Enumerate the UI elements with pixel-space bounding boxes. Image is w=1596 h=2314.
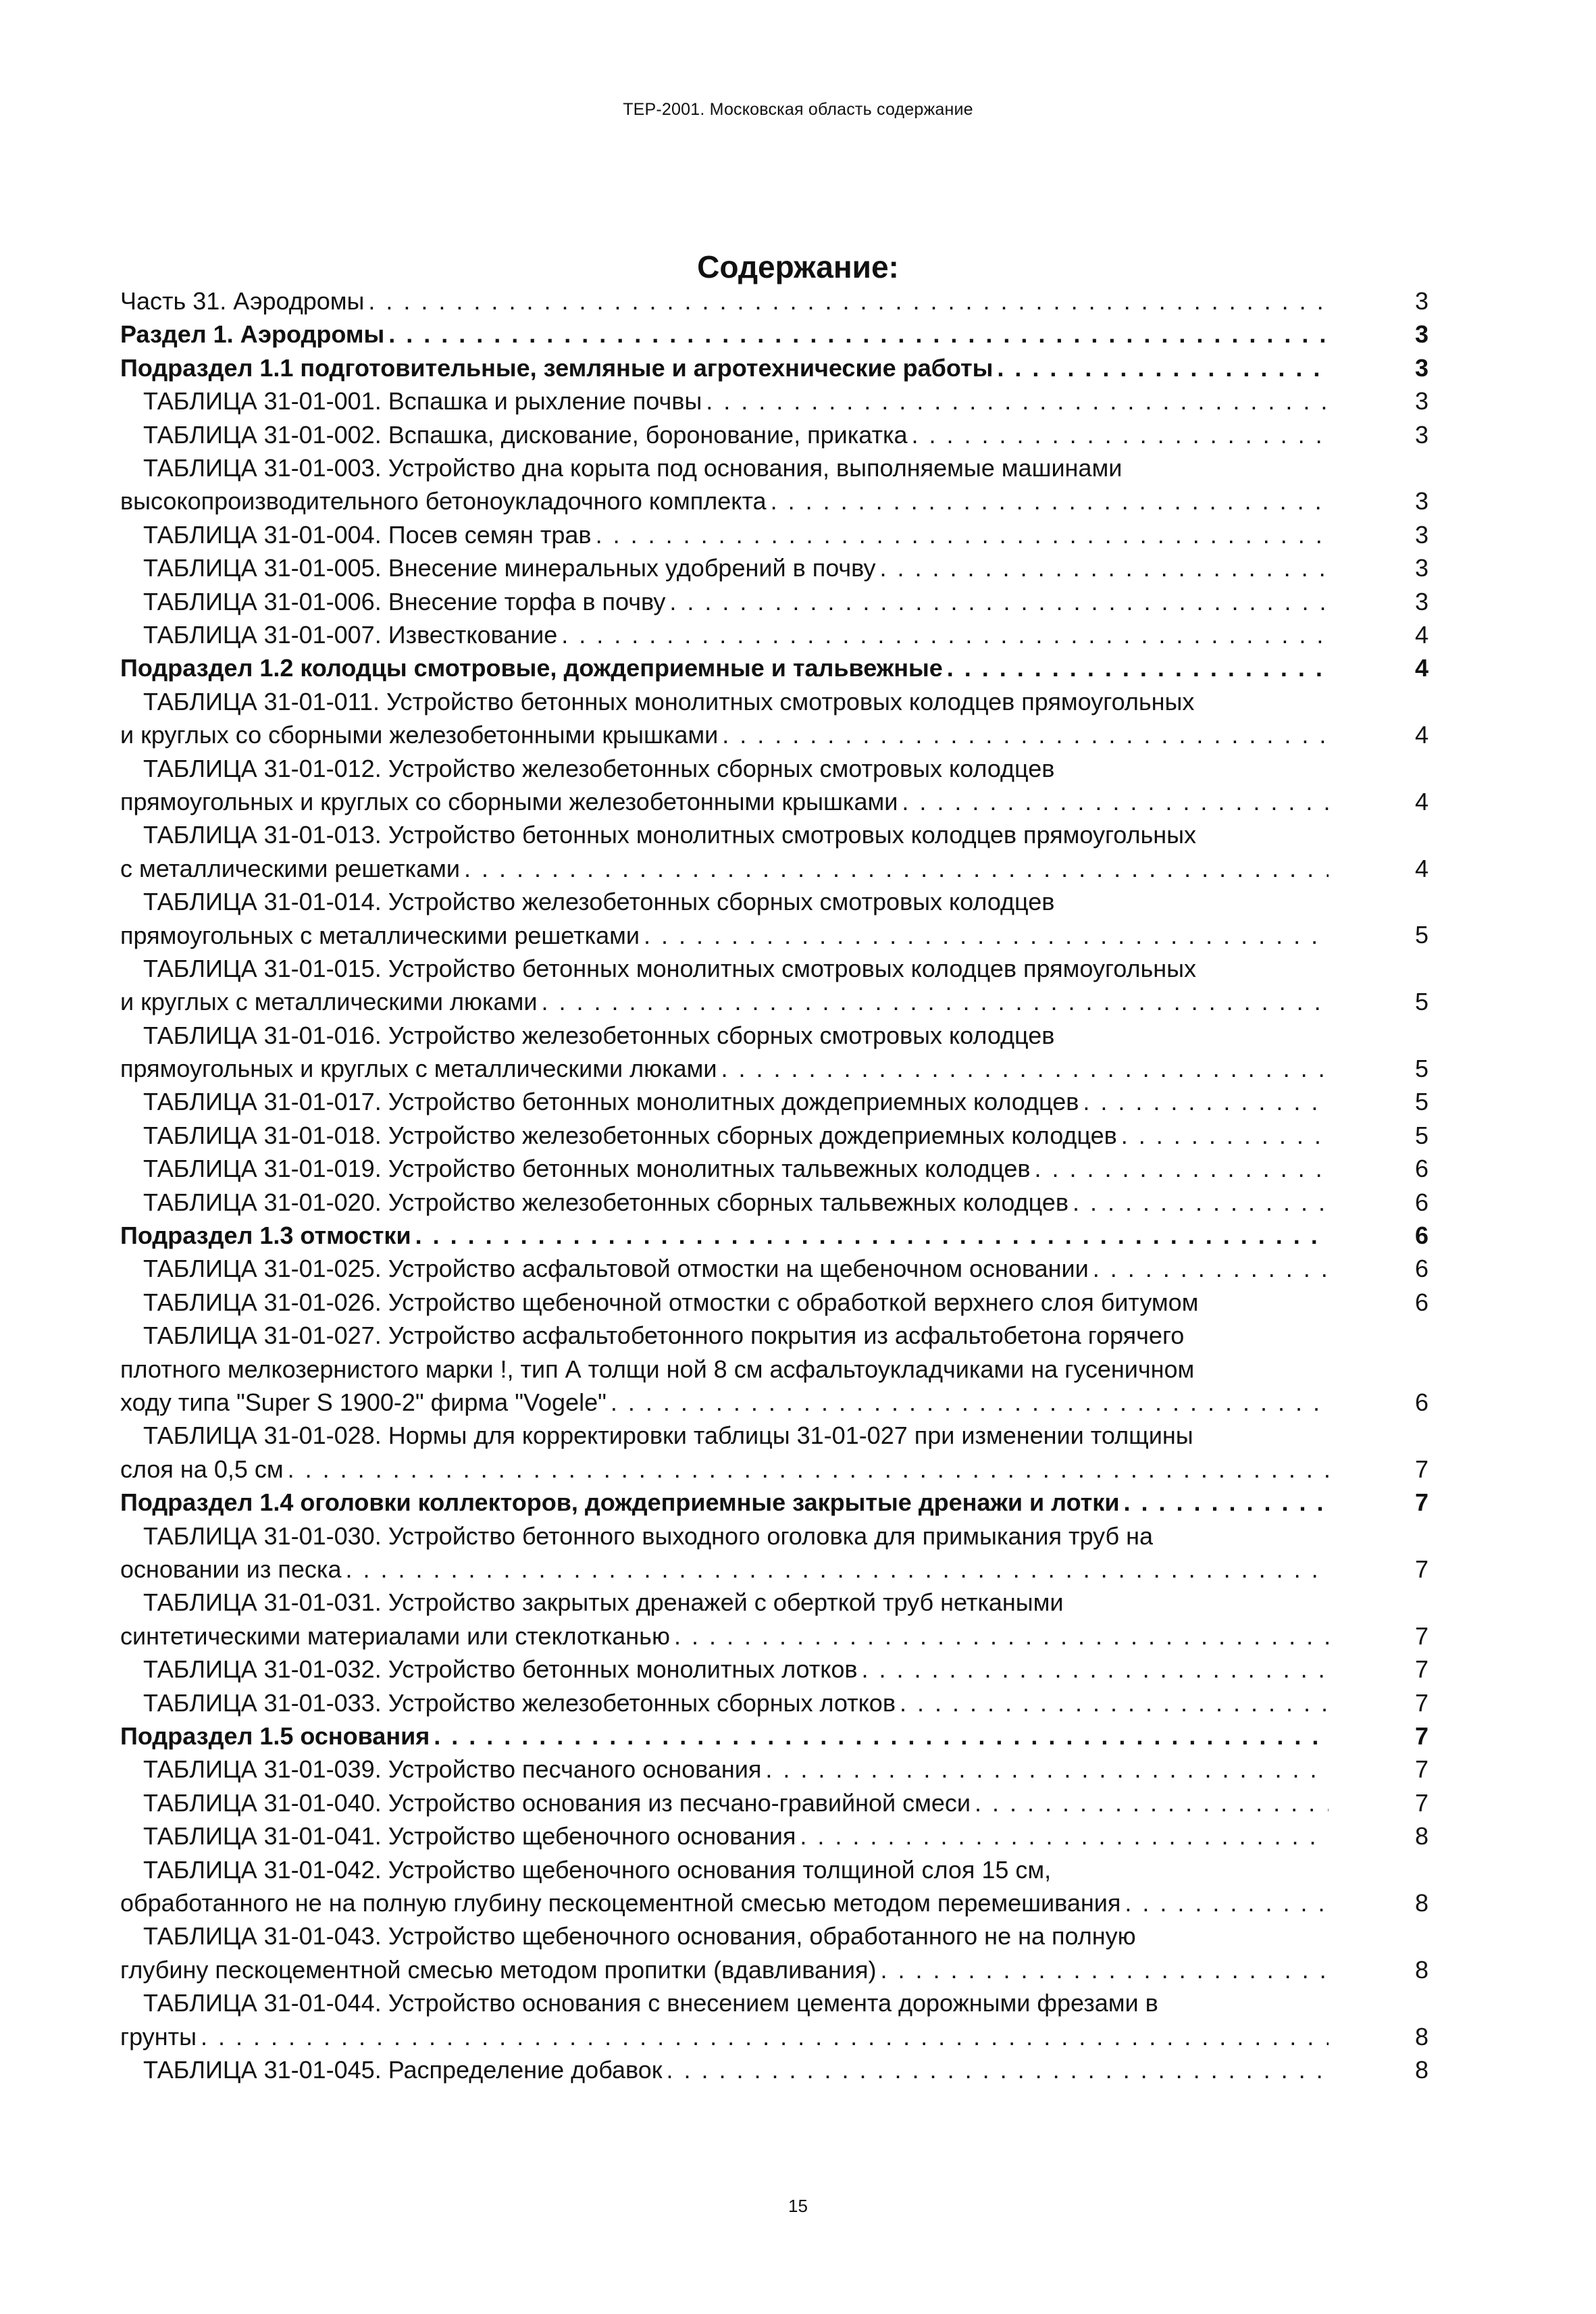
toc-entry-text: грунты	[120, 2022, 197, 2051]
toc-page-number: 3	[1414, 287, 1428, 315]
toc-page-number: 3	[1414, 353, 1428, 382]
toc-page-number: 7	[1414, 1455, 1428, 1483]
dot-leader	[460, 852, 1329, 885]
toc-page-number: 7	[1414, 1721, 1428, 1750]
dot-leader	[1089, 1252, 1329, 1285]
toc-table-entry[interactable]	[0, 1286, 1596, 1319]
toc-entry-text: ТАБЛИЦА 31-01-002. Вспашка, дискование, боронование, прикатка	[143, 420, 908, 449]
toc-table-entry[interactable]	[0, 418, 1596, 451]
toc-page-number: 7	[1414, 1488, 1428, 1517]
toc-section-entry[interactable]	[0, 1486, 1596, 1519]
toc-entry-text: ТАБЛИЦА 31-01-015. Устройство бетонных монолитных смотровых колодцев прямоугольных	[143, 954, 1197, 982]
dot-leader	[341, 1553, 1329, 1586]
dot-leader	[364, 284, 1329, 318]
toc-page-number: 8	[1414, 1822, 1428, 1851]
dot-leader	[761, 1753, 1329, 1786]
toc-entry-text: ТАБЛИЦА 31-01-027. Устройство асфальтобетонного покрытия из асфальтобетона горячего	[143, 1322, 1185, 1350]
toc-entry-text: Подраздел 1.1 подготовительные, земляные и агротехнические работы	[120, 353, 994, 382]
toc-table-entry[interactable]	[0, 1919, 1596, 1986]
toc-section-entry[interactable]	[0, 318, 1596, 351]
toc-section-entry[interactable]	[0, 1719, 1596, 1753]
toc-page-number: 7	[1414, 1788, 1428, 1817]
dot-leader	[557, 618, 1329, 651]
dot-leader	[767, 484, 1329, 518]
table-of-contents	[0, 284, 1596, 2086]
toc-page-number: 7	[1414, 1555, 1428, 1583]
dot-leader	[663, 2053, 1329, 2086]
toc-page-number: 7	[1414, 1755, 1428, 1784]
toc-entry-text: ТАБЛИЦА 31-01-032. Устройство бетонных монолитных лотков	[143, 1655, 858, 1684]
dot-leader	[858, 1653, 1329, 1686]
dot-leader	[284, 1453, 1329, 1486]
toc-table-entry[interactable]	[0, 1152, 1596, 1185]
toc-entry-text: ТАБЛИЦА 31-01-003. Устройство дна корыта под основания, выполняемые машинами	[143, 453, 1123, 482]
toc-page-number: 6	[1414, 1188, 1428, 1216]
toc-entry-text: ТАБЛИЦА 31-01-011. Устройство бетонных монолитных смотровых колодцев прямоугольных	[143, 687, 1195, 715]
toc-page-number: 6	[1414, 1255, 1428, 1283]
toc-entry-text: ТАБЛИЦА 31-01-044. Устройство основания с внесением цемента дорожными фрезами в	[143, 1989, 1158, 2017]
toc-page-number: 4	[1414, 721, 1428, 749]
toc-entry-text: ТАБЛИЦА 31-01-042. Устройство щебеночного основания толщиной слоя 15 см,	[143, 1855, 1052, 1884]
toc-table-entry[interactable]	[0, 752, 1596, 819]
toc-entry-text: обработанного не на полную глубину пескоцементной смесью методом перемешивания	[120, 1888, 1121, 1917]
toc-page-number: 5	[1414, 1055, 1428, 1083]
toc-page-number: 7	[1414, 1621, 1428, 1650]
toc-table-entry[interactable]	[0, 618, 1596, 651]
toc-table-entry[interactable]	[0, 1419, 1596, 1486]
toc-table-entry[interactable]	[0, 451, 1596, 518]
toc-entry-text: ТАБЛИЦА 31-01-041. Устройство щебеночного основания	[143, 1822, 796, 1851]
toc-entry-text: ТАБЛИЦА 31-01-020. Устройство железобетонных сборных тальвежных колодцев	[143, 1188, 1069, 1216]
toc-page-number: 6	[1414, 1288, 1428, 1316]
toc-entry-text: ТАБЛИЦА 31-01-001. Вспашка и рыхление почвы	[143, 387, 702, 416]
toc-page-number: 8	[1414, 2022, 1428, 2051]
toc-entry-text: Подраздел 1.3 отмостки	[120, 1222, 411, 1250]
toc-section-entry[interactable]	[0, 1219, 1596, 1252]
toc-page-number: 4	[1414, 654, 1428, 682]
toc-page-number: 6	[1414, 1222, 1428, 1250]
toc-entry-text: с металлическими решетками	[120, 854, 460, 882]
toc-table-entry[interactable]	[0, 1186, 1596, 1219]
toc-page-number: 3	[1414, 320, 1428, 349]
toc-entry-text: ТАБЛИЦА 31-01-014. Устройство железобетонных сборных смотровых колодцев	[143, 888, 1055, 916]
toc-page-number: 5	[1414, 1088, 1428, 1116]
toc-section-entry[interactable]	[0, 351, 1596, 384]
toc-table-entry[interactable]	[0, 1252, 1596, 1285]
dot-leader	[197, 2020, 1329, 2053]
toc-table-entry[interactable]	[0, 1753, 1596, 1786]
toc-entry-text: Подраздел 1.5 основания	[120, 1721, 430, 1750]
toc-entry-text: Раздел 1. Аэродромы	[120, 320, 385, 349]
toc-table-entry[interactable]	[0, 1986, 1596, 2053]
toc-table-entry[interactable]	[0, 1019, 1596, 1086]
toc-entry-text: ТАБЛИЦА 31-01-007. Известкование	[143, 620, 558, 649]
toc-page-number: 7	[1414, 1688, 1428, 1717]
toc-table-entry[interactable]	[0, 1853, 1596, 1920]
toc-entry-text: ТАБЛИЦА 31-01-013. Устройство бетонных монолитных смотровых колодцев прямоугольных	[143, 821, 1197, 849]
running-header: ТЕР-2001. Московская область содержание	[623, 100, 973, 119]
toc-table-entry[interactable]	[0, 952, 1596, 1019]
toc-page-number: 4	[1414, 787, 1428, 815]
toc-table-entry[interactable]	[0, 1319, 1596, 1419]
dot-leader	[943, 651, 1329, 684]
toc-page-number: 5	[1414, 921, 1428, 949]
dot-leader	[607, 1386, 1329, 1419]
toc-page-number: 6	[1414, 1388, 1428, 1417]
toc-entry-text: ТАБЛИЦА 31-01-033. Устройство железобетонных сборных лотков	[143, 1688, 896, 1717]
dot-leader	[670, 1619, 1329, 1653]
toc-page-number: 3	[1414, 554, 1428, 582]
toc-entry-text: и круглых с металлическими люками	[120, 988, 538, 1016]
dot-leader	[1079, 1085, 1329, 1118]
toc-page-number: 8	[1414, 1888, 1428, 1917]
toc-entry-text: основании из песка	[120, 1555, 342, 1583]
toc-entry-text: прямоугольных и круглых с металлическими люками	[120, 1055, 717, 1083]
toc-entry-text: слоя на 0,5 см	[120, 1455, 284, 1483]
toc-entry-text: Подраздел 1.2 колодцы смотровые, дождеприемные и тальвежные	[120, 654, 943, 682]
toc-table-entry[interactable]	[0, 685, 1596, 752]
dot-leader	[1117, 1119, 1329, 1152]
toc-table-entry[interactable]	[0, 518, 1596, 551]
toc-entry-text: ТАБЛИЦА 31-01-025. Устройство асфальтовой отмостки на щебеночном основании	[143, 1255, 1089, 1283]
toc-table-entry[interactable]	[0, 384, 1596, 418]
toc-table-entry[interactable]	[0, 1119, 1596, 1152]
toc-page-number: 8	[1414, 1955, 1428, 1984]
dot-leader	[877, 1953, 1329, 1986]
dot-leader	[537, 985, 1329, 1018]
toc-entry-text: ТАБЛИЦА 31-01-039. Устройство песчаного основания	[143, 1755, 762, 1784]
dot-leader	[1031, 1152, 1329, 1185]
toc-entry-text: ТАБЛИЦА 31-01-018. Устройство железобетонных сборных дождеприемных колодцев	[143, 1121, 1117, 1149]
toc-entry-text: Часть 31. Аэродромы	[120, 287, 365, 315]
toc-entry-text: прямоугольных с металлическими решетками	[120, 921, 640, 949]
toc-entry-text: ТАБЛИЦА 31-01-004. Посев семян трав	[143, 520, 592, 549]
toc-table-entry[interactable]	[0, 1819, 1596, 1853]
dot-leader	[1069, 1186, 1329, 1219]
toc-entry-text: ТАБЛИЦА 31-01-017. Устройство бетонных монолитных дождеприемных колодцев	[143, 1088, 1079, 1116]
toc-page-number: 5	[1414, 1121, 1428, 1149]
toc-entry-text: ТАБЛИЦА 31-01-012. Устройство железобетонных сборных смотровых колодцев	[143, 754, 1055, 782]
toc-page-number: 3	[1414, 520, 1428, 549]
dot-leader	[384, 318, 1329, 351]
dot-leader	[717, 1052, 1329, 1085]
dot-leader	[1119, 1486, 1329, 1519]
toc-entry-text: ходу типа "Super S 1900-2" фирма "Vogele"	[120, 1388, 607, 1417]
toc-table-entry[interactable]	[0, 818, 1596, 885]
toc-entry-text: прямоугольных и круглых со сборными железобетонными крышками	[120, 787, 898, 815]
toc-page-number: 4	[1414, 620, 1428, 649]
toc-page-number: 3	[1414, 487, 1428, 515]
toc-section-entry[interactable]	[0, 284, 1596, 318]
dot-leader	[896, 1686, 1329, 1719]
toc-page-number: 3	[1414, 587, 1428, 615]
toc-entry-text: синтетическими материалами или стеклотканью	[120, 1621, 670, 1650]
dot-leader	[430, 1719, 1329, 1753]
toc-table-entry[interactable]	[0, 1519, 1596, 1586]
dot-leader	[592, 518, 1329, 551]
dot-leader	[411, 1219, 1329, 1252]
dot-leader	[971, 1786, 1329, 1819]
dot-leader	[1121, 1886, 1329, 1919]
dot-leader	[665, 585, 1329, 618]
toc-entry-text: ТАБЛИЦА 31-01-016. Устройство железобетонных сборных смотровых колодцев	[143, 1021, 1055, 1049]
toc-entry-text: и круглых со сборными железобетонными крышками	[120, 721, 719, 749]
toc-page-number: 4	[1414, 854, 1428, 882]
toc-page-number: 8	[1414, 2055, 1428, 2084]
toc-table-entry[interactable]	[0, 885, 1596, 952]
toc-entry-text: Подраздел 1.4 оголовки коллекторов, дождеприемные закрытые дренажи и лотки	[120, 1488, 1120, 1517]
toc-entry-text: ТАБЛИЦА 31-01-040. Устройство основания из песчано-гравийной смеси	[143, 1788, 971, 1817]
dot-leader	[993, 351, 1329, 384]
dot-leader	[702, 384, 1329, 418]
toc-table-entry[interactable]	[0, 551, 1596, 584]
toc-entry-text: ТАБЛИЦА 31-01-030. Устройство бетонного выходного оголовка для примыкания труб на	[143, 1521, 1153, 1550]
toc-entry-text: ТАБЛИЦА 31-01-019. Устройство бетонных монолитных тальвежных колодцев	[143, 1155, 1031, 1183]
toc-entry-text: ТАБЛИЦА 31-01-045. Распределение добавок	[143, 2055, 663, 2084]
toc-entry-text: глубину пескоцементной смесью методом пропитки (вдавливания)	[120, 1955, 877, 1984]
dot-leader	[908, 418, 1329, 451]
page-number: 15	[788, 2196, 808, 2216]
dot-leader	[898, 785, 1329, 818]
toc-table-entry[interactable]	[0, 585, 1596, 618]
toc-entry-text: высокопроизводительного бетоноукладочного комплекта	[120, 487, 767, 515]
toc-table-entry[interactable]	[0, 1786, 1596, 1819]
toc-page-number: 3	[1414, 387, 1428, 416]
toc-entry-text: ТАБЛИЦА 31-01-005. Внесение минеральных удобрений в почву	[143, 554, 876, 582]
toc-table-entry[interactable]	[0, 1653, 1596, 1686]
toc-title: Содержание:	[697, 249, 899, 284]
toc-table-entry[interactable]	[0, 2053, 1596, 2086]
dot-leader	[718, 718, 1329, 751]
toc-table-entry[interactable]	[0, 1686, 1596, 1719]
dot-leader	[640, 919, 1329, 952]
toc-entry-text: ТАБЛИЦА 31-01-028. Нормы для корректировки таблицы 31-01-027 при изменении толщины	[143, 1422, 1193, 1450]
toc-page-number: 6	[1414, 1155, 1428, 1183]
toc-section-entry[interactable]	[0, 651, 1596, 684]
toc-table-entry[interactable]	[0, 1085, 1596, 1118]
toc-table-entry[interactable]	[0, 1586, 1596, 1653]
toc-page-number: 7	[1414, 1655, 1428, 1684]
toc-entry-text: ТАБЛИЦА 31-01-031. Устройство закрытых дренажей с оберткой труб неткаными	[143, 1588, 1064, 1617]
toc-entry-text: плотного мелкозернистого марки !, тип А толщи ной 8 см асфальтоукладчиками на гусеничном	[120, 1355, 1195, 1383]
toc-entry-text: ТАБЛИЦА 31-01-006. Внесение торфа в почву	[143, 587, 666, 615]
toc-page-number: 5	[1414, 988, 1428, 1016]
toc-entry-text: ТАБЛИЦА 31-01-043. Устройство щебеночного основания, обработанного не на полную	[143, 1922, 1136, 1951]
toc-page-number: 3	[1414, 420, 1428, 449]
dot-leader	[796, 1819, 1329, 1853]
dot-leader	[876, 551, 1329, 584]
toc-entry-text: ТАБЛИЦА 31-01-026. Устройство щебеночной отмостки с обработкой верхнего слоя битумом	[143, 1288, 1199, 1316]
